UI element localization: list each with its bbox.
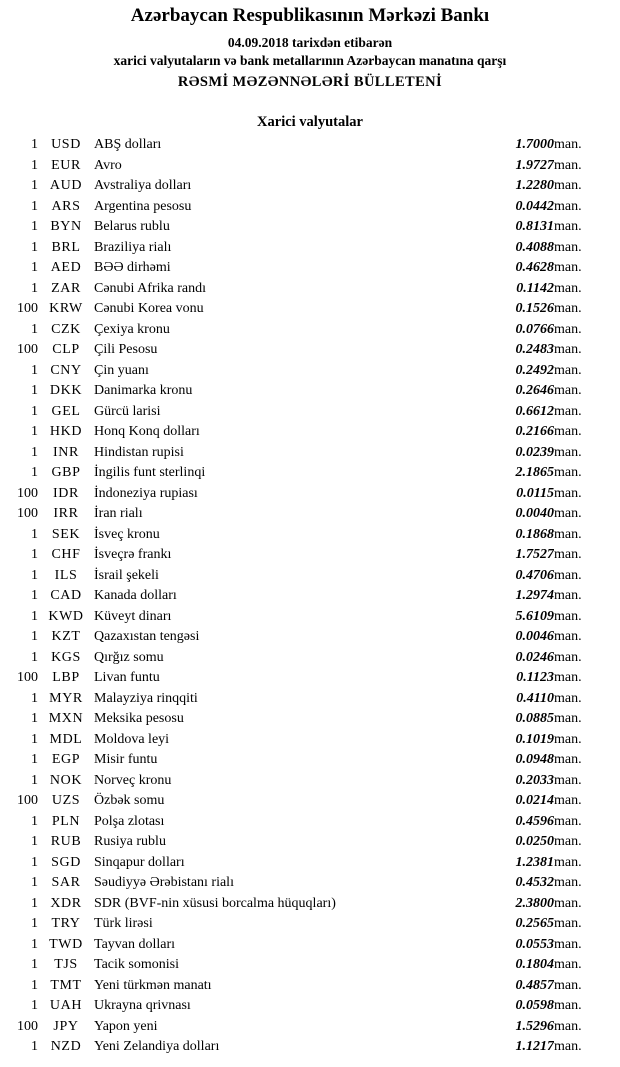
exchange-rate-row [0,217,620,238]
exchange-rate-row [0,524,620,545]
currency-code: SGD [51,854,81,870]
currency-quantity: 1 [31,813,38,829]
currency-name: Norveç kronu [94,772,172,788]
rate-unit-label: man. [554,383,582,399]
currency-name: Avro [94,157,122,173]
rate-unit-label: man. [554,793,582,809]
currency-name: Rusiya rublu [94,834,166,850]
currency-quantity: 1 [31,834,38,850]
currency-name: İngilis funt sterlinqi [94,465,206,481]
currency-code: GBP [51,465,81,481]
rate-value: 0.0598 [515,998,554,1014]
currency-name: Sinqapur dolları [94,854,185,870]
rate-value: 0.1526 [515,301,554,317]
currency-name: Çin yuanı [94,362,149,378]
currency-quantity: 1 [31,690,38,706]
rate-value: 0.0040 [515,506,554,522]
rate-unit-label: man. [554,895,582,911]
currency-quantity: 1 [31,895,38,911]
rate-unit-label: man. [554,608,582,624]
rate-value: 1.7527 [515,547,554,563]
rate-unit-label: man. [554,239,582,255]
rate-value: 0.0553 [515,936,554,952]
currency-quantity: 1 [31,567,38,583]
rate-value: 1.2280 [515,178,554,194]
rate-unit-label: man. [554,629,582,645]
rate-unit-label: man. [554,998,582,1014]
currency-quantity: 1 [31,321,38,337]
rate-unit-label: man. [554,690,582,706]
currency-quantity: 1 [31,588,38,604]
exchange-rates-body [0,135,620,1058]
rate-unit-label: man. [554,157,582,173]
currency-quantity: 1 [31,157,38,173]
currency-name: İndoneziya rupiası [94,485,198,501]
rate-unit-label: man. [554,854,582,870]
rate-value: 0.0115 [516,485,554,501]
currency-quantity: 1 [31,957,38,973]
currency-code: USD [51,137,81,153]
currency-code: MYR [49,690,83,706]
currency-quantity: 100 [17,342,38,358]
currency-name: İsrail şekeli [94,567,159,583]
currency-quantity: 1 [31,916,38,932]
exchange-rate-row [0,750,620,771]
rate-unit-label: man. [554,198,582,214]
currency-name: Cənubi Korea vonu [94,301,204,317]
currency-code: KGS [51,649,81,665]
currency-name: İsveçrə frankı [94,547,172,563]
rate-unit-label: man. [554,137,582,153]
exchange-rate-row [0,545,620,566]
currency-code: ZAR [51,280,81,296]
rate-value: 0.2033 [515,772,554,788]
rate-value: 0.0885 [515,711,554,727]
rate-unit-label: man. [554,813,582,829]
exchange-rate-row [0,770,620,791]
exchange-rate-row [0,729,620,750]
currency-quantity: 1 [31,629,38,645]
currency-name: BƏƏ dirhəmi [94,260,171,276]
currency-name: ABŞ dolları [94,137,162,153]
currency-code: CNY [50,362,82,378]
rate-value: 0.0766 [515,321,554,337]
currency-code: ARS [51,198,81,214]
currency-quantity: 1 [31,731,38,747]
currency-quantity: 100 [17,485,38,501]
currency-code: RUB [50,834,82,850]
rate-value: 1.7000 [515,137,554,153]
currency-quantity: 1 [31,547,38,563]
currency-quantity: 1 [31,198,38,214]
rate-value: 1.1217 [515,1039,554,1055]
currency-name: İsveç kronu [94,526,160,542]
rate-unit-label: man. [554,547,582,563]
bank-name: Azərbaycan Respublikasının Mərkəzi Bankı [130,5,490,26]
currency-quantity: 1 [31,854,38,870]
rate-value: 2.3800 [515,895,554,911]
currency-name: SDR (BVF-nin xüsusi borcalma hüquqları) [94,895,336,911]
rate-unit-label: man. [554,936,582,952]
currency-quantity: 100 [17,506,38,522]
rate-value: 0.2565 [515,916,554,932]
currency-quantity: 1 [31,424,38,440]
currency-code: NZD [50,1039,82,1055]
currency-code: AED [50,260,82,276]
currency-name: Argentina pesosu [94,198,192,214]
currency-name: Çili Pesosu [94,342,158,358]
exchange-rate-row [0,852,620,873]
currency-code: TJS [54,957,78,973]
document-header [0,0,620,91]
rate-unit-label: man. [554,362,582,378]
rate-value: 1.2974 [515,588,554,604]
exchange-rate-row [0,155,620,176]
currency-code: CZK [51,321,81,337]
currency-quantity: 1 [31,239,38,255]
currency-code: ILS [54,567,78,583]
currency-code: KZT [51,629,81,645]
currency-quantity: 1 [31,977,38,993]
rate-unit-label: man. [554,342,582,358]
rate-value: 0.0442 [515,198,554,214]
rate-unit-label: man. [554,711,582,727]
currency-name: Honq Konq dolları [94,424,200,440]
rate-unit-label: man. [554,403,582,419]
currency-quantity: 1 [31,711,38,727]
exchange-rate-row [0,504,620,525]
exchange-rate-row [0,565,620,586]
rate-unit-label: man. [554,916,582,932]
rate-unit-label: man. [554,731,582,747]
currency-name: Moldova leyi [94,731,170,747]
rate-value: 0.0948 [515,752,554,768]
currency-name: Danimarka kronu [94,383,193,399]
rate-value: 0.1019 [515,731,554,747]
currency-code: SAR [51,875,81,891]
exchange-rate-row [0,873,620,894]
currency-code: PLN [51,813,81,829]
currency-code: CAD [50,588,82,604]
exchange-rate-row [0,463,620,484]
rate-unit-label: man. [554,772,582,788]
currency-quantity: 1 [31,752,38,768]
rate-value: 0.4532 [515,875,554,891]
currency-quantity: 1 [31,1039,38,1055]
rate-unit-label: man. [554,260,582,276]
exchange-rate-row [0,1016,620,1037]
rate-unit-label: man. [554,506,582,522]
currency-quantity: 1 [31,998,38,1014]
currency-code: NOK [49,772,83,788]
currency-code: SEK [51,526,81,542]
rate-unit-label: man. [554,219,582,235]
currency-name: Küveyt dinarı [94,608,172,624]
section-title-foreign-currencies: Xarici valyutalar [257,113,363,130]
currency-name: Cənubi Afrika randı [94,280,206,296]
currency-name: Meksika pesosu [94,711,184,727]
rate-unit-label: man. [554,1039,582,1055]
exchange-rate-row [0,381,620,402]
rate-unit-label: man. [554,1018,582,1034]
rate-value: 0.2492 [515,362,554,378]
exchange-rate-row [0,606,620,627]
exchange-rate-row [0,955,620,976]
exchange-rate-row [0,586,620,607]
exchange-rate-row [0,237,620,258]
rate-unit-label: man. [554,649,582,665]
rate-unit-label: man. [554,567,582,583]
currency-name: Avstraliya dolları [94,178,192,194]
exchange-rate-row [0,934,620,955]
rate-unit-label: man. [554,444,582,460]
currency-name: Hindistan rupisi [94,444,184,460]
currency-code: XDR [50,895,82,911]
currency-name: Qazaxıstan tengəsi [94,629,200,645]
rate-unit-label: man. [554,834,582,850]
rate-value: 0.4628 [515,260,554,276]
rate-value: 0.0214 [515,793,554,809]
currency-code: LBP [52,670,80,686]
exchange-rate-row [0,442,620,463]
exchange-rate-row [0,422,620,443]
rate-unit-label: man. [554,977,582,993]
rate-unit-label: man. [554,465,582,481]
currency-code: UZS [51,793,81,809]
bulletin-title: RƏSMİ MƏZƏNNƏLƏRİ BÜLLETENİ [177,73,443,90]
rate-value: 0.4706 [515,567,554,583]
rate-unit-label: man. [554,670,582,686]
exchange-rate-row [0,668,620,689]
currency-quantity: 100 [17,670,38,686]
exchange-rate-row [0,135,620,156]
rate-value: 0.4596 [515,813,554,829]
currency-code: BYN [50,219,82,235]
currency-code: TMT [50,977,82,993]
currency-quantity: 1 [31,137,38,153]
exchange-rate-row [0,975,620,996]
currency-name: Livan funtu [94,670,160,686]
currency-quantity: 1 [31,526,38,542]
exchange-rate-row [0,709,620,730]
exchange-rate-row [0,1037,620,1058]
rate-value: 0.2483 [515,342,554,358]
currency-name: Çexiya kronu [94,321,170,337]
exchange-rate-row [0,258,620,279]
rate-unit-label: man. [554,321,582,337]
exchange-rate-row [0,832,620,853]
currency-name: Kanada dolları [94,588,177,604]
rate-value: 0.4110 [516,690,554,706]
rate-unit-label: man. [554,957,582,973]
rate-value: 0.0046 [515,629,554,645]
currency-code: KRW [49,301,83,317]
currency-quantity: 1 [31,649,38,665]
currency-quantity: 1 [31,219,38,235]
exchange-rates-table [0,135,620,1058]
exchange-rate-row [0,893,620,914]
currency-name: Malayziya rinqqiti [94,690,198,706]
rate-unit-label: man. [554,424,582,440]
currency-code: CLP [52,342,80,358]
rate-value: 1.9727 [515,157,554,173]
currency-quantity: 1 [31,260,38,276]
currency-name: Polşa zlotası [94,813,165,829]
currency-code: HKD [49,424,83,440]
currency-name: Tayvan dolları [94,936,176,952]
rate-unit-label: man. [554,752,582,768]
currency-quantity: 1 [31,362,38,378]
currency-code: TWD [49,936,83,952]
exchange-rate-row [0,914,620,935]
exchange-rate-row [0,811,620,832]
exchange-rate-row [0,360,620,381]
rate-value: 0.0246 [515,649,554,665]
currency-quantity: 1 [31,875,38,891]
exchange-rate-row [0,319,620,340]
currency-name: Belarus rublu [94,219,170,235]
currency-name: Braziliya rialı [94,239,172,255]
exchange-rate-row [0,791,620,812]
rate-value: 0.1123 [516,670,554,686]
currency-name: Türk lirəsi [94,916,153,932]
rate-value: 0.4088 [515,239,554,255]
rate-unit-label: man. [554,178,582,194]
effective-date-line: 04.09.2018 tarixdən etibarən [227,34,393,50]
rate-value: 0.1868 [515,526,554,542]
currency-quantity: 1 [31,444,38,460]
exchange-rate-row [0,483,620,504]
currency-code: IDR [53,485,79,501]
rate-value: 1.5296 [515,1018,554,1034]
rate-value: 1.2381 [515,854,554,870]
currency-code: DKK [49,383,83,399]
currency-code: MXN [48,711,84,727]
currency-name: Qırğız somu [94,649,164,665]
rate-value: 0.0239 [515,444,554,460]
exchange-rate-row [0,299,620,320]
rate-value: 0.1804 [515,957,554,973]
currency-quantity: 1 [31,465,38,481]
exchange-rate-row [0,278,620,299]
currency-code: KWD [48,608,84,624]
rate-value: 0.2646 [515,383,554,399]
currency-code: GEL [51,403,81,419]
currency-quantity: 1 [31,178,38,194]
exchange-rate-row [0,176,620,197]
currency-quantity: 100 [17,301,38,317]
currency-name: Səudiyyə Ərəbistanı rialı [94,875,234,891]
rate-unit-label: man. [554,280,582,296]
currency-code: CHF [51,547,81,563]
currency-quantity: 1 [31,608,38,624]
rate-value: 2.1865 [515,465,554,481]
currency-name: Yeni Zelandiya dolları [94,1039,220,1055]
currency-name: Gürcü larisi [94,403,161,419]
rate-value: 0.0250 [515,834,554,850]
currency-code: INR [53,444,79,460]
exchange-rate-row [0,996,620,1017]
exchange-rate-row [0,688,620,709]
currency-code: AUD [49,178,83,194]
currency-name: Yeni türkmən manatı [94,977,212,993]
currency-quantity: 100 [17,793,38,809]
subject-line: xarici valyutaların və bank metallarının Azərbaycan manatına qarşı [113,52,507,68]
rate-unit-label: man. [554,588,582,604]
exchange-rate-row [0,340,620,361]
exchange-rate-row [0,627,620,648]
rate-unit-label: man. [554,485,582,501]
currency-code: MDL [49,731,83,747]
rate-unit-label: man. [554,301,582,317]
rate-value: 0.2166 [515,424,554,440]
currency-name: İran rialı [94,506,143,522]
currency-name: Özbək somu [94,793,165,809]
currency-name: Misir funtu [94,752,158,768]
currency-code: TRY [51,916,81,932]
currency-quantity: 1 [31,383,38,399]
currency-name: Yapon yeni [94,1018,158,1034]
currency-quantity: 1 [31,403,38,419]
currency-quantity: 100 [17,1018,38,1034]
currency-code: EGP [51,752,81,768]
rate-value: 5.6109 [515,608,554,624]
currency-code: EUR [51,157,81,173]
rate-value: 0.6612 [515,403,554,419]
exchange-rate-row [0,647,620,668]
currency-quantity: 1 [31,772,38,788]
currency-code: UAH [49,998,83,1014]
currency-code: IRR [53,506,79,522]
currency-name: Tacik somonisi [94,957,179,973]
rate-value: 0.1142 [516,280,554,296]
currency-code: JPY [53,1018,79,1034]
currency-quantity: 1 [31,280,38,296]
currency-code: BRL [51,239,81,255]
currency-quantity: 1 [31,936,38,952]
exchange-rate-row [0,401,620,422]
currency-name: Ukrayna qrivnası [94,998,191,1014]
rate-unit-label: man. [554,875,582,891]
rate-value: 0.4857 [515,977,554,993]
rate-value: 0.8131 [515,219,554,235]
rate-unit-label: man. [554,526,582,542]
exchange-rate-row [0,196,620,217]
